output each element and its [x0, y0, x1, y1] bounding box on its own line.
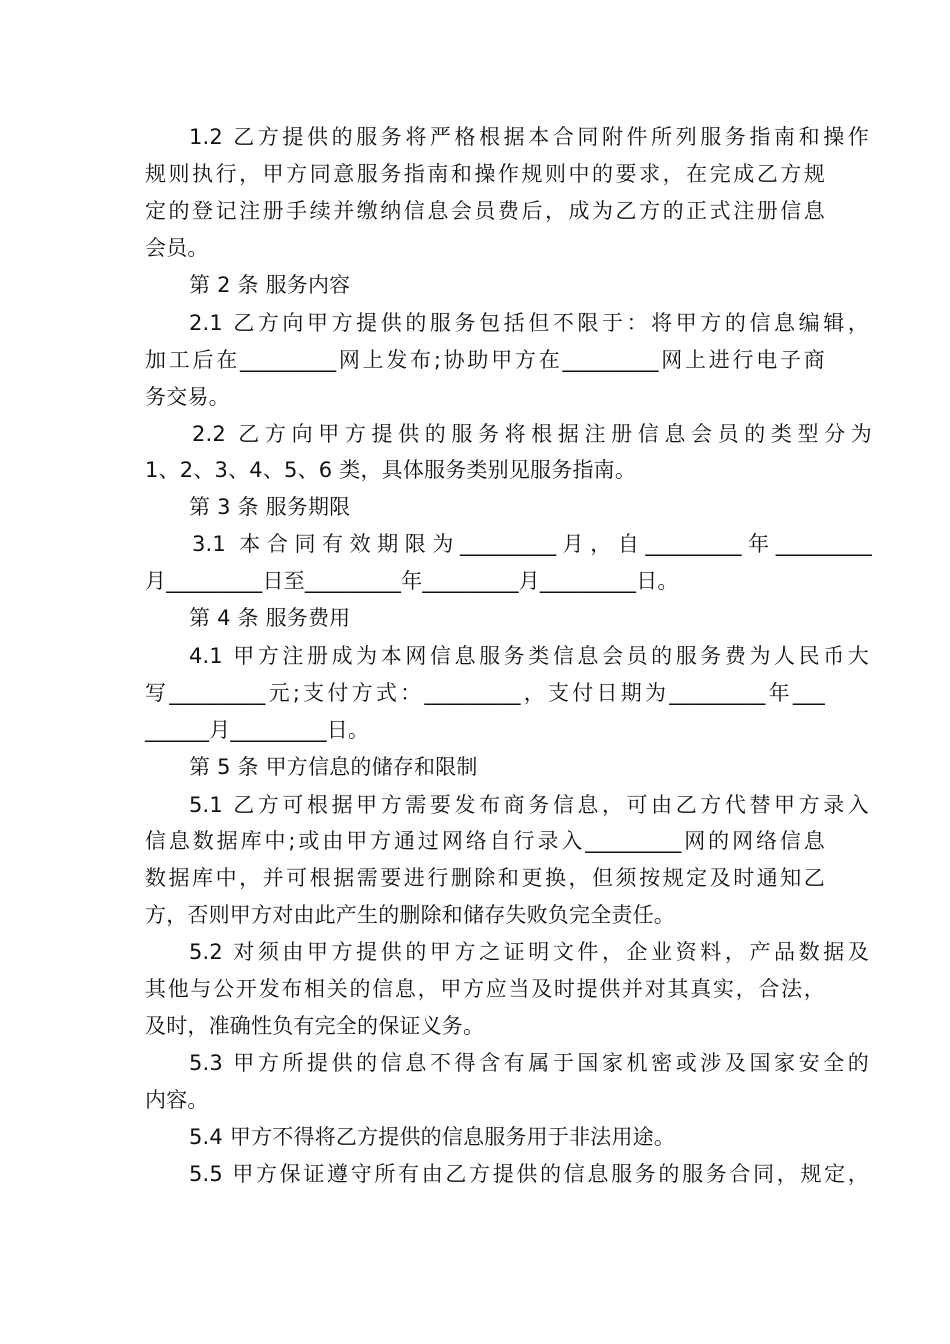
paragraph-5-1-line-3: 数据库中，并可根据需要进行删除和更换，但须按规定及时通知乙 [145, 866, 825, 890]
paragraph-5-5-line-1: 5.5 甲方保证遵守所有由乙方提供的信息服务的服务合同，规定， [189, 1162, 869, 1186]
paragraph-1-2-line-1: 1.2 乙方提供的服务将严格根据本合同附件所列服务指南和操作 [189, 125, 869, 149]
paragraph-5-1-line-1: 5.1 乙方可根据甲方需要发布商务信息，可由乙方代替甲方录入 [189, 793, 869, 817]
paragraph-2-1-line-1: 2.1 乙方向甲方提供的服务包括但不限于：将甲方的信息编辑， [189, 311, 869, 335]
paragraph-5-2-line-1: 5.2 对须由甲方提供的甲方之证明文件，企业资料，产品数据及 [189, 940, 869, 964]
paragraph-4-1-line-1: 4.1 甲方注册成为本网信息服务类信息会员的服务费为人民币大 [189, 644, 869, 668]
paragraph-1-2-line-4: 会员。 [145, 236, 209, 260]
paragraph-2-2-line-1: 2.2 乙方向甲方提供的服务将根据注册信息会员的类型分为 [192, 422, 872, 446]
paragraph-5-4: 5.4 甲方不得将乙方提供的信息服务用于非法用途。 [189, 1125, 676, 1149]
paragraph-5-1-line-4: 方，否则甲方对由此产生的删除和储存失败负完全责任。 [145, 903, 675, 927]
paragraph-5-1-line-2: 信息数据库中;或由甲方通过网络自行录入_________网的网络信息 [145, 829, 825, 853]
paragraph-5-3-line-1: 5.3 甲方所提供的信息不得含有属于国家机密或涉及国家安全的 [189, 1051, 869, 1075]
paragraph-3-1-line-2: 月_________日至_________年_________月_________日。 [145, 569, 679, 593]
paragraph-5-2-line-3: 及时，准确性负有完全的保证义务。 [145, 1014, 485, 1038]
paragraph-1-2-line-3: 定的登记注册手续并缴纳信息会员费后，成为乙方的正式注册信息 [145, 199, 825, 223]
article-4-heading: 第 4 条 服务费用 [189, 606, 351, 630]
article-5-heading: 第 5 条 甲方信息的储存和限制 [189, 755, 478, 779]
article-3-heading: 第 3 条 服务期限 [189, 495, 351, 519]
paragraph-1-2-line-2: 规则执行，甲方同意服务指南和操作规则中的要求，在完成乙方规 [145, 162, 825, 186]
paragraph-5-3-line-2: 内容。 [145, 1088, 209, 1112]
paragraph-2-2-line-2: 1、2、3、4、5、6 类，具体服务类别见服务指南。 [145, 458, 637, 482]
paragraph-3-1-line-1: 3.1 本合同有效期限为_________月，自_________年_________ [192, 532, 872, 556]
article-2-heading: 第 2 条 服务内容 [189, 273, 351, 297]
paragraph-5-2-line-2: 其他与公开发布相关的信息，甲方应当及时提供并对其真实，合法， [145, 977, 825, 1001]
paragraph-4-1-line-3: ______月_________日。 [145, 718, 370, 742]
paragraph-4-1-line-2: 写_________元;支付方式：_________，支付日期为_________年___ [145, 681, 825, 705]
paragraph-2-1-line-3: 务交易。 [145, 385, 230, 409]
paragraph-2-1-line-2: 加工后在_________网上发布;协助甲方在_________网上进行电子商 [145, 348, 825, 372]
